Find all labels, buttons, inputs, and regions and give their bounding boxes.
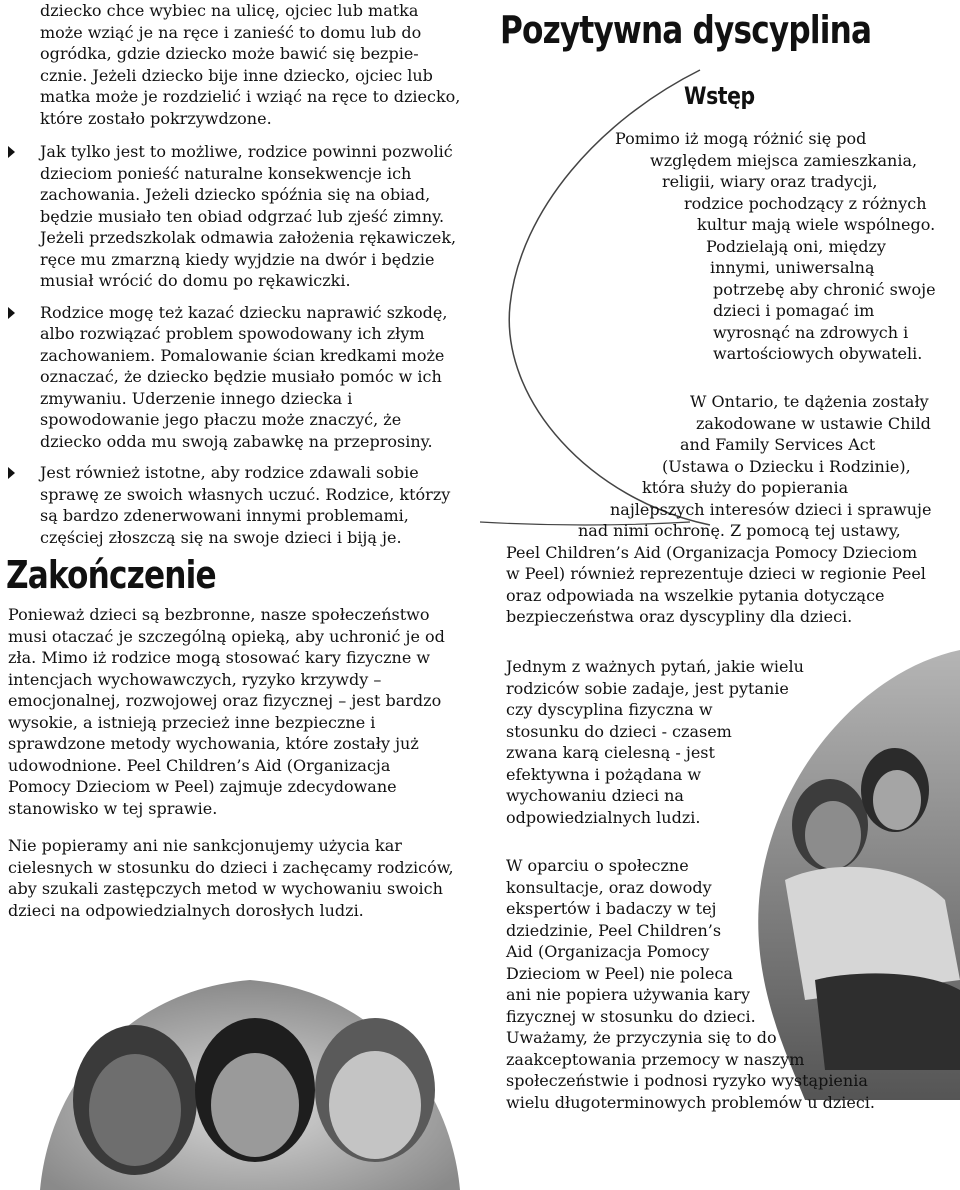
- text-line: są bardzo zdenerwowani innymi problemami,: [40, 506, 409, 525]
- text-line: efektywna i pożądana w: [506, 764, 702, 784]
- text-line: zwana karą cielesną - jest: [506, 743, 715, 762]
- text-line: W oparciu o społeczne: [506, 856, 689, 875]
- text-line: które zostało pokrzywdzone.: [40, 108, 272, 128]
- intro-continuation: [40, 0, 480, 129]
- text-line: cznie. Jeżeli dziecko bije inne dziecko, ojciec lub: [40, 65, 433, 85]
- text-line: fizycznej w stosunku do dzieci.: [506, 1006, 756, 1026]
- text-line: (Ustawa o Dziecku i Rodzinie),: [662, 456, 911, 476]
- ontario-text: [0, 391, 960, 628]
- text-line: ogródka, gdzie dziecko może bawić się bezpie-: [40, 44, 419, 63]
- text-line: wysokie, a istnieją przecież inne bezpieczne i: [8, 712, 376, 732]
- text-line: oznaczać, że dziecko będzie musiało pomóc w ich: [40, 367, 442, 386]
- text-line: zaakceptowania przemocy w naszym: [506, 1049, 805, 1069]
- text-line: dziedzinie, Peel Children’s: [506, 920, 722, 940]
- text-line: and Family Services Act: [680, 435, 876, 454]
- text-line: konsultacje, oraz dowody: [506, 877, 712, 897]
- text-line: W Ontario, te dążenia zostały: [690, 392, 929, 411]
- text-line: rodziców sobie zadaje, jest pytanie: [506, 678, 789, 698]
- text-line: zła. Mimo iż rodzice mogą stosować kary fizyczne w: [8, 648, 431, 667]
- text-line: zachowaniem. Pomalowanie ścian kredkami może: [40, 345, 445, 365]
- text-line: Pomocy Dzieciom w Peel) zajmuje zdecydowane: [8, 777, 397, 796]
- conclusion-heading: Zakończenie: [6, 553, 216, 597]
- text-line: ekspertów i badaczy w tej: [506, 899, 717, 918]
- text-line: wielu długoterminowych problemów u dzieci.: [506, 1092, 876, 1112]
- text-line: Jeżeli przedszkolak odmawia założenia rękawiczek,: [40, 228, 457, 247]
- text-line: stanowisko w tej sprawie.: [8, 798, 218, 818]
- text-line: czy dyscyplina fizyczna w: [506, 700, 713, 719]
- basis-text: [506, 855, 875, 1113]
- text-line: matka może je rozdzielić i wziąć na ręce to dziecko,: [40, 87, 461, 106]
- text-line: będzie musiało ten obiad odgrzać lub zjeść zimny.: [40, 206, 445, 226]
- text-line: cielesnych w stosunku do dzieci i zachęcamy rodziców,: [8, 857, 454, 877]
- text-line: musiał wrócić do domu po rękawiczki.: [40, 271, 351, 290]
- text-line: Podzielają oni, między: [706, 236, 886, 256]
- text-line: Jak tylko jest to możliwe, rodzice powinni pozwolić: [40, 142, 453, 161]
- text-line: dzieci na odpowiedzialnych dorosłych ludzi.: [8, 900, 364, 920]
- conclusion-body: [8, 604, 478, 937]
- text-line: wychowaniu dzieci na: [506, 786, 684, 805]
- text-line: udowodnione. Peel Children’s Aid (Organizacja: [8, 755, 391, 775]
- text-line: wyrosnąć na zdrowych i: [713, 322, 909, 342]
- text-line: może wziąć je na ręce i zanieść to domu lub do: [40, 22, 422, 42]
- text-line: Ponieważ dzieci są bezbronne, nasze społeczeństwo: [8, 605, 430, 624]
- text-line: najlepszych interesów dzieci i sprawuje: [610, 499, 932, 519]
- text-line: sprawdzone metody wychowania, które zostały już: [8, 734, 419, 753]
- text-line: bezpieczeństwa oraz dyscypliny dla dzieci.: [506, 607, 853, 626]
- text-line: względem miejsca zamieszkania,: [650, 150, 918, 170]
- text-line: Dzieciom w Peel) nie poleca: [506, 963, 733, 983]
- conclusion-paragraph: [8, 604, 478, 819]
- text-line: rodzice pochodzący z różnych: [684, 193, 927, 213]
- text-line: ani nie popiera używania kary: [506, 985, 750, 1004]
- text-line: kultur mają wiele wspólnego.: [697, 215, 936, 234]
- text-line: w Peel) również reprezentuje dzieci w regionie Peel: [506, 564, 926, 583]
- text-line: Peel Children’s Aid (Organizacja Pomocy Dzieciom: [506, 542, 918, 562]
- text-line: stosunku do dzieci - czasem: [506, 721, 732, 741]
- text-line: dziecko chce wybiec na ulicę, ojciec lub matka: [40, 1, 419, 20]
- text-line: dzieci i pomagać im: [713, 301, 875, 320]
- text-line: musi otaczać je szczególną opieką, aby uchronić je od: [8, 626, 445, 646]
- text-line: nad nimi ochronę. Z pomocą tej ustawy,: [578, 521, 901, 540]
- text-line: społeczeństwie i podnosi ryzyko wystąpienia: [506, 1071, 868, 1090]
- text-line: albo rozwiązać problem spowodowany ich złym: [40, 324, 425, 343]
- text-line: emocjonalnej, rozwojowej oraz fizycznej – jest bardzo: [8, 691, 442, 710]
- text-line: zachowania. Jeżeli dziecko spóźnia się na obiad,: [40, 185, 431, 204]
- text-line: wartościowych obywateli.: [713, 344, 923, 363]
- text-line: Pomimo iż mogą różnić się pod: [615, 129, 867, 148]
- text-line: innymi, uniwersalną: [710, 258, 875, 277]
- text-line: Jednym z ważnych pytań, jakie wielu: [506, 657, 804, 676]
- text-line: zakodowane w ustawie Child: [696, 413, 931, 433]
- text-line: dziecko odda mu swoją zabawkę na przeprosiny.: [40, 431, 433, 451]
- text-line: która służy do popierania: [642, 478, 849, 497]
- conclusion-paragraph: [8, 835, 478, 921]
- text-line: odpowiedzialnych ludzi.: [506, 807, 701, 827]
- text-line: intencjach wychowawczych, ryzyko krzywdy –: [8, 669, 382, 689]
- page-title: Pozytywna dyscyplina: [500, 8, 872, 52]
- children-photo: [40, 960, 460, 1190]
- intro-text: [0, 128, 960, 365]
- text-line: religii, wiary oraz tradycji,: [662, 172, 878, 191]
- text-line: zmywaniu. Uderzenie innego dziecka i: [40, 388, 353, 408]
- text-line: dzieciom ponieść naturalne konsekwencje ich: [40, 163, 412, 183]
- text-line: spowodowanie jego płaczu może znaczyć, że: [40, 410, 402, 429]
- text-line: Nie popieramy ani nie sankcjonujemy użycia kar: [8, 836, 402, 855]
- text-line: Uważamy, że przyczynia się to do: [506, 1028, 777, 1047]
- text-line: częściej złoszczą się na swoje dzieci i biją je.: [40, 527, 402, 547]
- text-line: aby szukali zastępczych metod w wychowaniu swoich: [8, 879, 443, 898]
- text-line: Jest również istotne, aby rodzice zdawali sobie: [40, 463, 419, 482]
- text-line: Aid (Organizacja Pomocy: [506, 942, 710, 961]
- text-line: sprawę ze swoich własnych uczuć. Rodzice, którzy: [40, 484, 451, 504]
- text-line: ręce mu zmarzną kiedy wyjdzie na dwór i będzie: [40, 249, 435, 269]
- text-line: Rodzice mogę też kazać dziecku naprawić szkodę,: [40, 302, 448, 322]
- intro-heading: Wstęp: [684, 82, 755, 110]
- text-line: potrzebę aby chronić swoje: [713, 279, 936, 299]
- text-line: oraz odpowiada na wszelkie pytania dotyczące: [506, 585, 885, 605]
